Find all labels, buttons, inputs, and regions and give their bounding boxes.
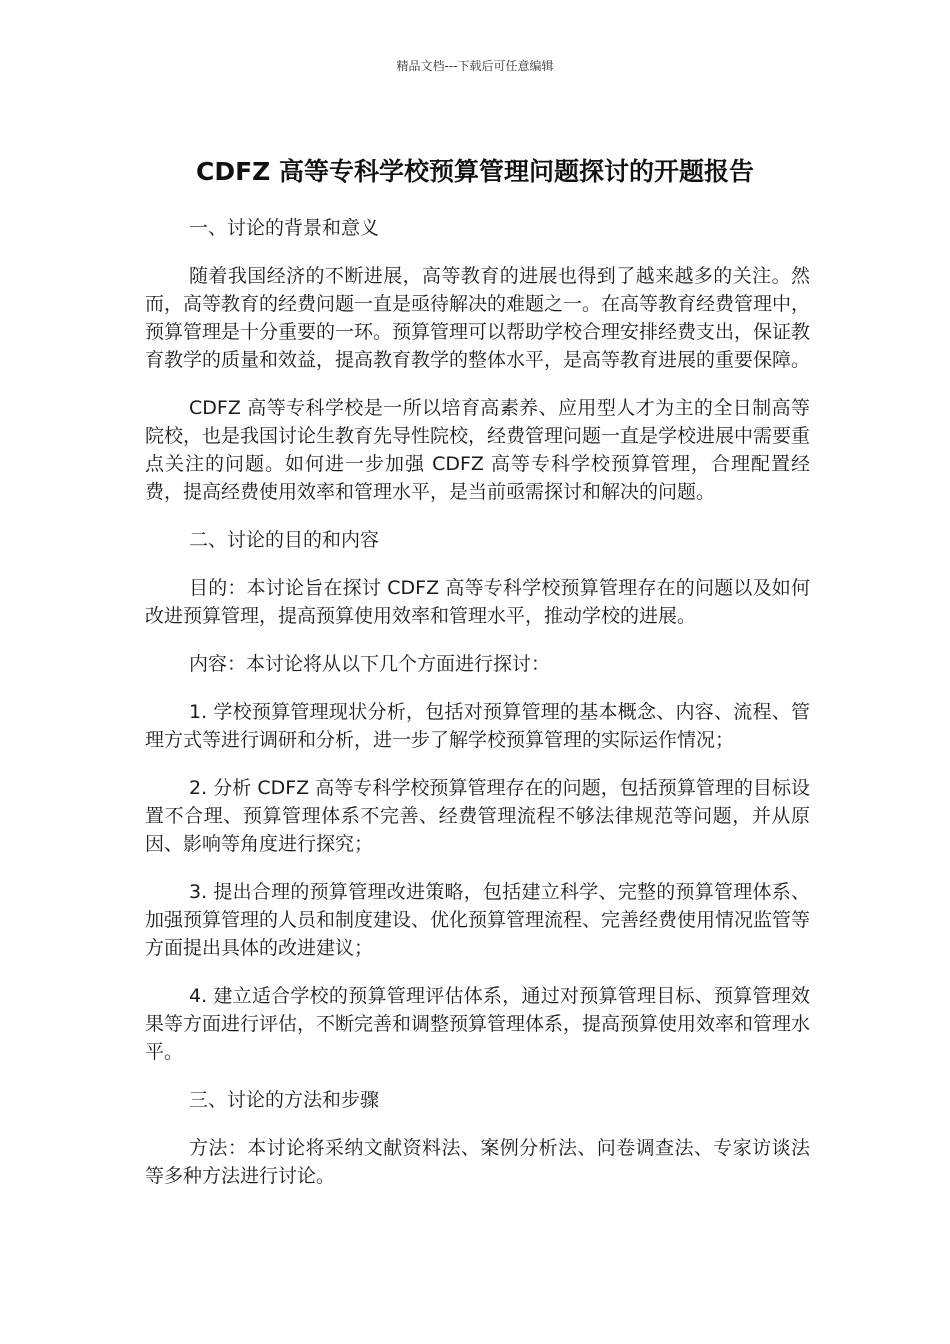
list-item-4: 4. 建立适合学校的预算管理评估体系，通过对预算管理目标、预算管理效果等方面进行评估，不断完善和调整预算管理体系，提高预算使用效率和管理水平。 bbox=[145, 985, 811, 1063]
section-heading-method: 三、讨论的方法和步骤 bbox=[189, 1089, 380, 1111]
section-heading-background: 一、讨论的背景和意义 bbox=[189, 217, 380, 239]
paragraph-method: 方法：本讨论将采纳文献资料法、案例分析法、问卷调查法、专家访谈法等多种方法进行讨论。 bbox=[145, 1137, 810, 1187]
paragraph-content-intro: 内容：本讨论将从以下几个方面进行探讨： bbox=[189, 653, 551, 675]
document-title: CDFZ 高等专科学校预算管理问题探讨的开题报告 bbox=[195, 156, 754, 186]
paragraph-purpose: 目的：本讨论旨在探讨 CDFZ 高等专科学校预算管理存在的问题以及如何改进预算管理，提高预算使用效率和管理水平，推动学校的进展。 bbox=[145, 577, 810, 627]
section-heading-purpose: 二、讨论的目的和内容 bbox=[189, 529, 380, 551]
document-body bbox=[145, 214, 810, 1210]
paragraph-background: 随着我国经济的不断进展，高等教育的进展也得到了越来越多的关注。然而，高等教育的经费问题一直是亟待解决的难题之一。在高等教育经费管理中，预算管理是十分重要的一环。预算管理可以帮助学校合理安排经费支出，保证教育教学的质量和效益，提高教育教学的整体水平，是高等教育进展的重要保障。 bbox=[145, 265, 811, 371]
list-item-2: 2. 分析 CDFZ 高等专科学校预算管理存在的问题，包括预算管理的目标设置不合理、预算管理体系不完善、经费管理流程不够法律规范等问题，并从原因、影响等角度进行探究； bbox=[145, 777, 810, 855]
paragraph-school-intro: CDFZ 高等专科学校是一所以培育高素养、应用型人才为主的全日制高等院校，也是我国讨论生教育先导性院校，经费管理问题一直是学校进展中需要重点关注的问题。如何进一步加强 CDFZ 高等专科学校预算管理，合理配置经费，提高经费使用效率和管理水平，是当前亟需探讨和解决的问题。 bbox=[145, 397, 811, 503]
list-item-1: 1. 学校预算管理现状分析，包括对预算管理的基本概念、内容、流程、管理方式等进行调研和分析，进一步了解学校预算管理的实际运作情况； bbox=[145, 701, 810, 751]
page-header-watermark: 精品文档---下载后可任意编辑 bbox=[396, 59, 554, 73]
list-item-3: 3. 提出合理的预算管理改进策略，包括建立科学、完整的预算管理体系、加强预算管理的人员和制度建设、优化预算管理流程、完善经费使用情况监管等方面提出具体的改进建议； bbox=[145, 881, 811, 959]
